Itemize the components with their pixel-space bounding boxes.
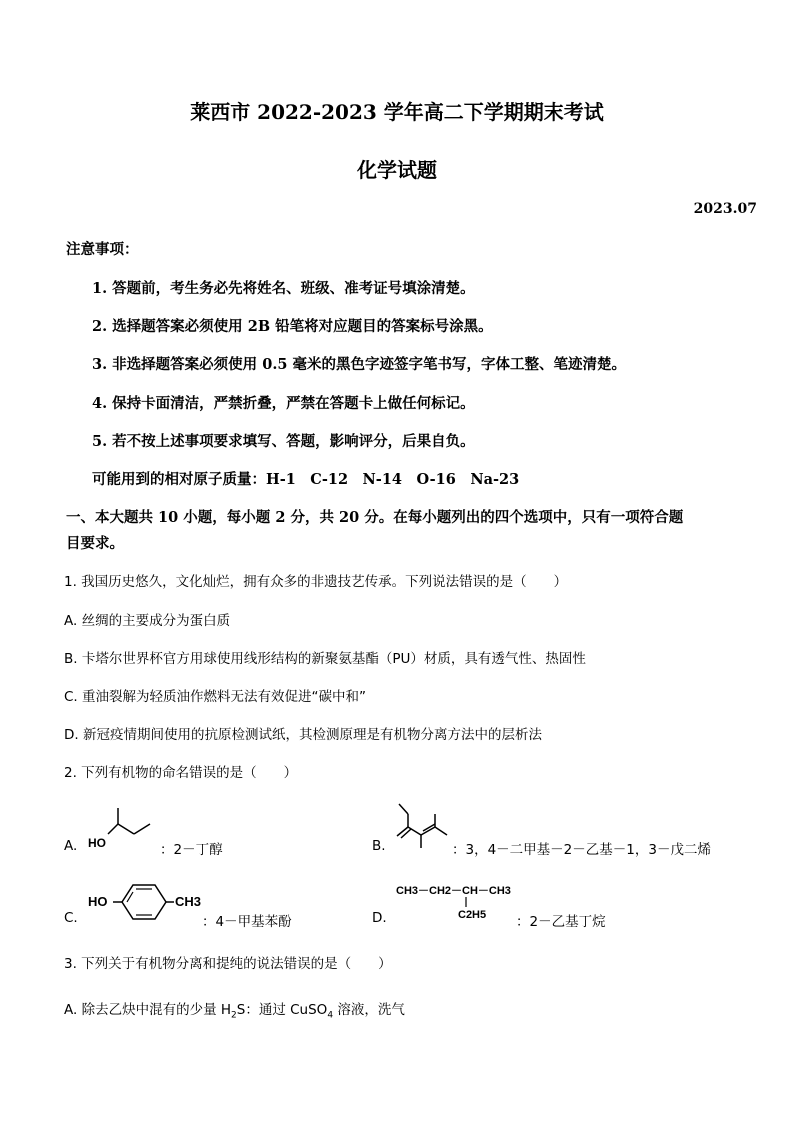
- exam-subtitle: 化学试题: [357, 158, 437, 182]
- exam-date: 2023.07: [693, 201, 757, 217]
- hydroxyl-label: HO: [88, 836, 106, 850]
- q2-option-d-letter: D.: [372, 910, 387, 926]
- q3-option-a-text: A. 除去乙炔中混有的少量 H: [64, 1002, 232, 1018]
- notice-item: 5. 若不按上述事项要求填写、答题，影响评分，后果自负。: [92, 433, 475, 450]
- hydroxyl-label: HO: [88, 894, 108, 909]
- methylphenol-structure: [86, 878, 204, 926]
- ethyl-branch-formula: C2H5: [458, 909, 487, 921]
- question-1-option-c: C. 重油裂解为轻质油作燃料无法有效促进“碳中和”: [64, 689, 366, 705]
- q2-option-d-name: ：2－乙基丁烷: [516, 914, 606, 930]
- atomic-masses: 可能用到的相对原子质量：H-1 C-12 N-14 O-16 Na-23: [92, 471, 520, 488]
- q3-option-a-text: 溶液，洗气: [333, 1002, 405, 1018]
- subscript: 2: [231, 1010, 237, 1021]
- question-1-stem: 1. 我国历史悠久，文化灿烂，拥有众多的非遗技艺传承。下列说法错误的是（ ）: [64, 574, 568, 590]
- section-heading: 一、本大题共 10 小题，每小题 2 分，共 20 分。在每小题列出的四个选项中，只有一项符合题: [66, 509, 684, 526]
- q3-option-a-text: S：通过 CuSO: [236, 1002, 328, 1018]
- question-3-option-a: [64, 998, 405, 1021]
- notice-item: 3. 非选择题答案必须使用 0.5 毫米的黑色字迹签字笔书写，字体工整、笔迹清楚。: [92, 356, 627, 373]
- notice-item: 2. 选择题答案必须使用 2B 铅笔将对应题目的答案标号涂黑。: [92, 318, 493, 335]
- question-3-stem: 3. 下列关于有机物分离和提纯的说法错误的是（ ）: [64, 956, 392, 972]
- section-heading-cont: 目要求。: [66, 535, 124, 552]
- q2-option-a-name: ：2－丁醇: [160, 842, 223, 858]
- exam-title: 莱西市 2022-2023 学年高二下学期期末考试: [190, 100, 604, 124]
- pentadiene-structure: [393, 800, 457, 852]
- question-1-option-b: B. 卡塔尔世界杯官方用球使用线形结构的新聚氨基酯（PU）材质，具有透气性、热固性: [64, 651, 586, 667]
- q2-option-c-letter: C.: [64, 910, 78, 926]
- question-1-option-d: D. 新冠疫情期间使用的抗原检测试纸，其检测原理是有机物分离方法中的层析法: [64, 727, 542, 743]
- notice-item: 4. 保持卡面清洁，严禁折叠，严禁在答题卡上做任何标记。: [92, 395, 475, 412]
- ethylbutane-structure: [396, 880, 520, 922]
- main-chain-formula: CH3－CH2－CH－CH3: [396, 885, 511, 897]
- q2-option-a-letter: A.: [64, 838, 78, 854]
- q2-option-b-letter: B.: [372, 838, 386, 854]
- butanol-structure: [86, 800, 166, 852]
- question-1-option-a: A. 丝绸的主要成分为蛋白质: [64, 613, 231, 629]
- q2-option-b-name: ：3，4－二甲基－2－乙基－1，3－戊二烯: [452, 842, 711, 858]
- notice-heading: 注意事项：: [66, 241, 139, 258]
- notice-item: 1. 答题前，考生务必先将姓名、班级、准考证号填涂清楚。: [92, 280, 475, 297]
- question-2-stem: 2. 下列有机物的命名错误的是（ ）: [64, 765, 298, 781]
- methyl-label: CH3: [175, 894, 202, 909]
- subscript: 4: [327, 1010, 334, 1021]
- q2-option-c-name: ：4－甲基苯酚: [202, 914, 292, 930]
